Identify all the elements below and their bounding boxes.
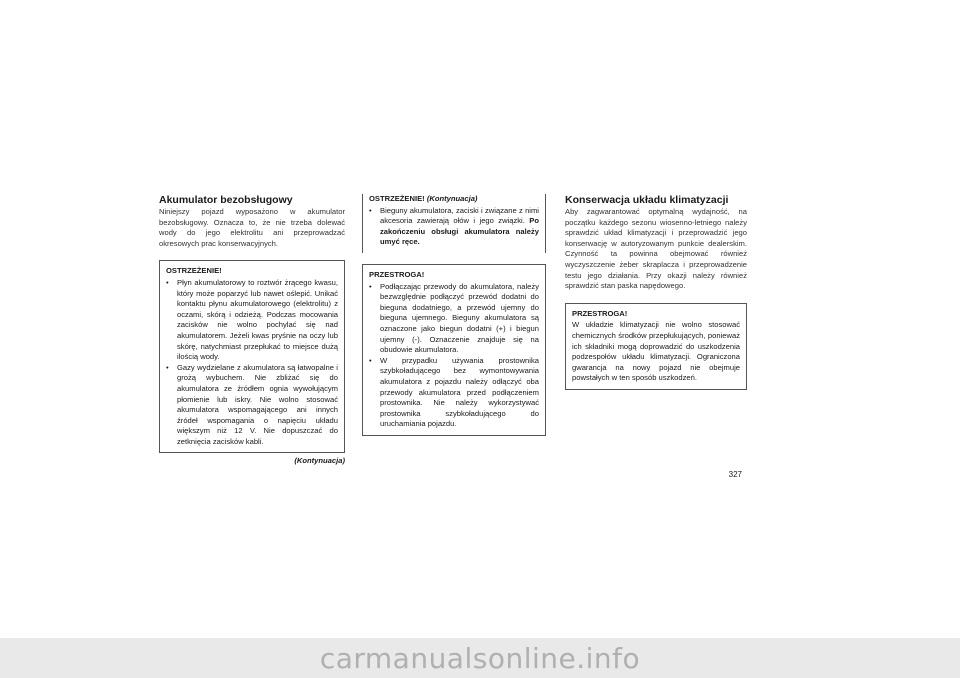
list-item	[369, 206, 539, 248]
page-number: 327	[728, 470, 742, 479]
heading-climate: Konserwacja układu klimatyzacji	[565, 194, 729, 206]
caution-box	[565, 303, 747, 390]
warning-continued-suffix: (Kontynuacja)	[426, 194, 478, 203]
warning-item-bold: Po zakończeniu obsługi akumulatora należy umyć ręce.	[380, 216, 539, 247]
watermark-text: carmanualsonline.info	[319, 641, 641, 675]
warning-title: OSTRZEŻENIE!	[166, 266, 222, 276]
warning-list	[369, 206, 539, 248]
column-warnings	[362, 194, 546, 436]
battery-intro: Niniejszy pojazd wyposażono w akumulator bezobsługowy. Oznacza to, że nie trzeba dolewać wody do jego elektrolitu ani przeprowadzać okresowych prac konserwacyjnych.	[159, 207, 345, 248]
warning-continued-title	[369, 194, 539, 205]
watermark-banner	[0, 638, 960, 678]
caution-box	[362, 264, 546, 436]
warning-title: OSTRZEŻENIE!	[369, 194, 425, 203]
warning-item-text: Bieguny akumulatora, zaciski i związane z nimi akcesoria zawierają ołów i jego związki.	[380, 205, 539, 226]
column-climate	[565, 194, 747, 390]
list-item: • Gazy wydzielane z akumulatora są łatwopalne i grożą wybuchem. Nie zbliżać się do akumulatora ze źródłem ognia wywołującym płomienie lub iskry. Nie wolno stosować akumulatora wspomagającego ani innych źródeł wspomagania o napięciu układu większym niż 12 V. Nie dopuszczać do zetknięcia zacisków kabli.	[166, 363, 338, 448]
list-item: • Podłączając przewody do akumulatora, należy bezwzględnie podłączyć przewód dodatni do bieguna dodatniego, a przewód ujemny do bieguna ujemnego. Bieguny akumulatora są oznaczone jako biegun dodatni (+) i biegun ujemny (-). Oznaczenie znajduje się na obudowie akumulatora.	[369, 282, 539, 356]
warning-continued-box	[362, 194, 546, 253]
warning-box	[159, 260, 345, 453]
heading-battery: Akumulator bezobsługowy	[159, 194, 293, 206]
continued-label: (Kontynuacja)	[294, 456, 345, 466]
caution-list	[369, 282, 539, 430]
caution-title: PRZESTROGA!	[369, 269, 425, 279]
column-battery	[159, 194, 345, 467]
caution-title: PRZESTROGA!	[572, 308, 628, 318]
caution-text: W układzie klimatyzacji nie wolno stosować chemicznych środków przepłukujących, ponieważ ich składniki mogą doprowadzić do uszkodzenia podzespołów układu klimatyzacji. Ograniczona gwarancja na nowy pojazd nie obejmuje powstałych w ten sposób uszkodzeń.	[572, 320, 740, 383]
list-item: • W przypadku używania prostownika szybkoładującego bez wymontowywania akumulatora z pojazdu należy odłączyć oba przewody akumulatora przed podłączeniem prostownika. Nie należy wykorzystywać prostownika szybkoładującego do uruchamiania pojazdu.	[369, 356, 539, 430]
warning-list	[166, 278, 338, 448]
list-item: • Płyn akumulatorowy to roztwór żrącego kwasu, który może poparzyć lub nawet oślepić. Unikać kontaktu płynu akumulatorowego (elektrolitu) z oczami, skórą i odzieżą. Podczas mocowania zacisków nie wolno pochylać się nad akumulatorem. Jeżeli kwas pryśnie na oczy lub skórę, natychmiast przepłukać to miejsce dużą ilością wody.	[166, 278, 338, 363]
climate-intro: Aby zagwarantować optymalną wydajność, na początku każdego sezonu wiosenno-letniego należy sprawdzić układ klimatyzacji i przeprowadzić jego konserwację w autoryzowanym punkcie dealerskim. Czynność ta powinna obejmować również wyczyszczenie żeber skraplacza i przeprowadzenie testu jego działania. Przy okazji należy również sprawdzić stan paska napędowego.	[565, 207, 747, 291]
